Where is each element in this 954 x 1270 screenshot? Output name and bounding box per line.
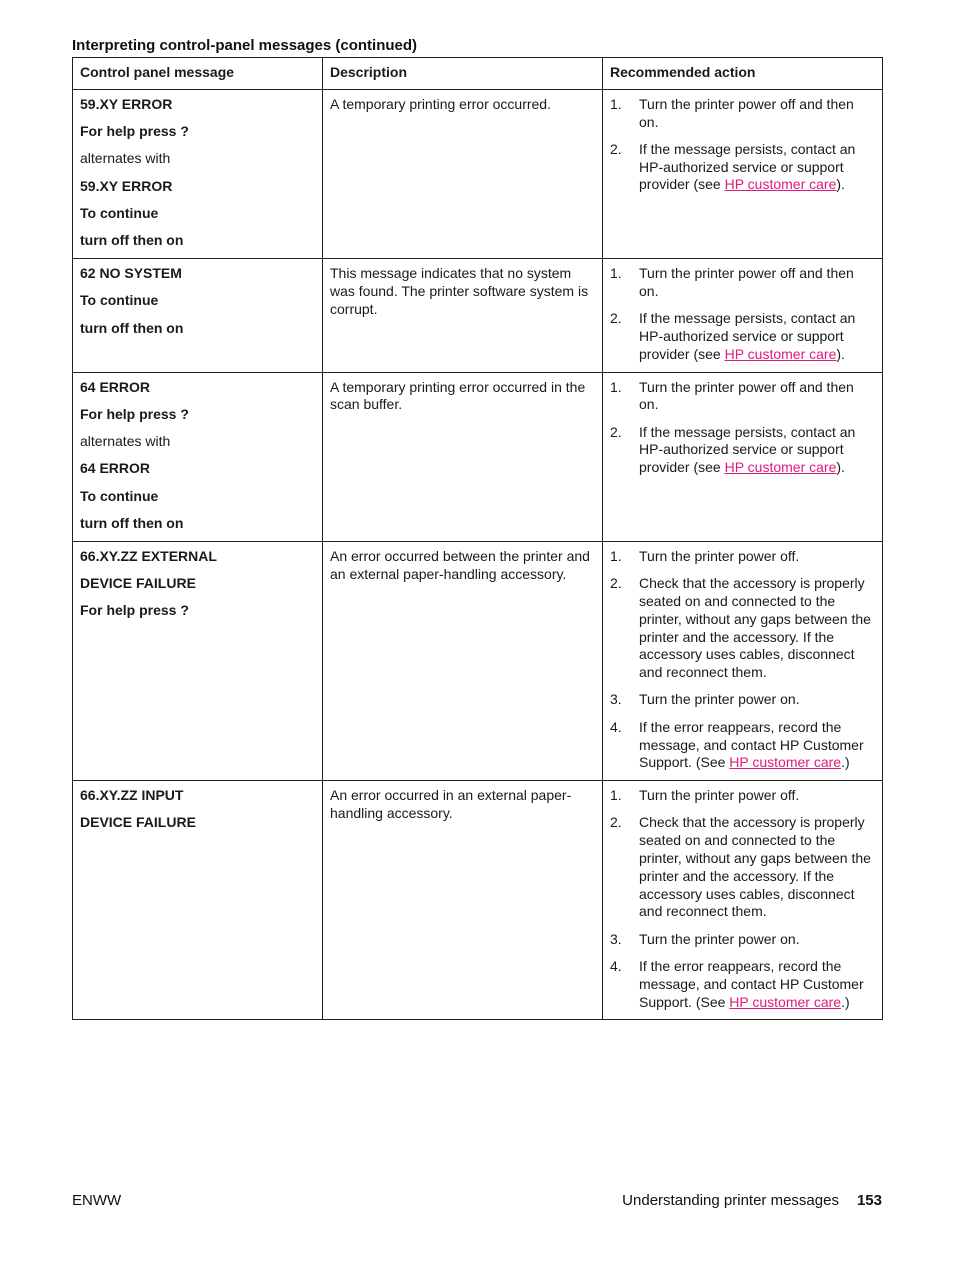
description-text: An error occurred in an external paper-handling accessory. xyxy=(330,787,572,821)
action-step xyxy=(610,379,875,415)
message-line: alternates with xyxy=(80,150,171,167)
description-cell xyxy=(323,541,603,780)
action-steps xyxy=(610,379,875,477)
message-line: turn off then on xyxy=(80,515,184,532)
step-number: 2. xyxy=(610,423,622,440)
message-line: turn off then on xyxy=(80,319,184,336)
action-step xyxy=(610,96,875,132)
step-text: Turn the printer power off. xyxy=(639,547,800,564)
step-text-end: ). xyxy=(836,345,845,362)
step-text: Turn the printer power on. xyxy=(639,930,800,947)
step-text: Check that the accessory is properly seated on and connected to the printer, without any gaps between the printer and the accessory. If the accessory uses cables, disconnect and reconnect them. xyxy=(639,814,871,920)
hp-customer-care-link[interactable]: HP customer care xyxy=(729,754,842,771)
action-step xyxy=(610,424,875,477)
step-number: 1. xyxy=(610,265,622,282)
hp-customer-care-link[interactable]: HP customer care xyxy=(724,176,837,193)
hp-customer-care-link[interactable]: HP customer care xyxy=(729,993,842,1010)
step-number: 1. xyxy=(610,95,622,112)
step-text-end: ). xyxy=(836,459,845,476)
page-number: 153 xyxy=(856,1192,882,1209)
message-line: 59.XY ERROR xyxy=(80,95,173,112)
message-cell xyxy=(73,372,323,541)
description-cell xyxy=(323,372,603,541)
message-line: For help press ? xyxy=(80,405,189,422)
message-line: 64 ERROR xyxy=(80,378,151,395)
action-steps xyxy=(610,548,875,772)
description-cell xyxy=(323,89,603,258)
step-text-end: .) xyxy=(841,754,850,771)
action-step xyxy=(610,691,875,709)
action-step xyxy=(610,931,875,949)
footer-right xyxy=(622,1192,882,1209)
description-cell xyxy=(323,259,603,372)
step-text: Turn the printer power off. xyxy=(639,787,800,804)
message-line: For help press ? xyxy=(80,602,189,619)
message-line: To continue xyxy=(80,487,159,504)
table-row xyxy=(73,781,883,1020)
message-line: alternates with xyxy=(80,433,171,450)
step-number: 4. xyxy=(610,957,622,974)
header-control-panel-message: Control panel message xyxy=(73,58,323,90)
action-step xyxy=(610,719,875,772)
step-number: 3. xyxy=(610,691,622,708)
action-steps xyxy=(610,96,875,194)
action-steps xyxy=(610,265,875,363)
step-number: 1. xyxy=(610,547,622,564)
step-text: If the error reappears, record the message, and contact HP Customer Support. (See xyxy=(639,957,864,1010)
step-text: Turn the printer power off and then on. xyxy=(639,95,854,130)
message-line: turn off then on xyxy=(80,232,184,249)
action-cell xyxy=(603,89,883,258)
message-line: DEVICE FAILURE xyxy=(80,575,196,592)
action-step xyxy=(610,958,875,1011)
table-row xyxy=(73,372,883,541)
table-header-row xyxy=(73,58,883,90)
description-text: A temporary printing error occurred in the scan buffer. xyxy=(330,378,586,413)
description-text: An error occurred between the printer and an external paper-handling accessory. xyxy=(330,547,590,582)
step-number: 2. xyxy=(610,814,622,831)
step-number: 2. xyxy=(610,575,622,592)
table-row xyxy=(73,259,883,372)
step-text: Turn the printer power on. xyxy=(639,691,800,708)
action-step xyxy=(610,814,875,921)
action-step xyxy=(610,265,875,301)
step-number: 1. xyxy=(610,378,622,395)
header-recommended-action: Recommended action xyxy=(603,58,883,90)
step-number: 1. xyxy=(610,787,622,804)
message-cell xyxy=(73,781,323,1020)
step-text: If the message persists, contact an HP-authorized service or support provider (see xyxy=(639,423,856,476)
hp-customer-care-link[interactable]: HP customer care xyxy=(724,345,837,362)
message-cell xyxy=(73,259,323,372)
message-line: For help press ? xyxy=(80,123,189,140)
description-cell xyxy=(323,781,603,1020)
step-number: 2. xyxy=(610,140,622,157)
action-steps xyxy=(610,787,875,1011)
message-line: To continue xyxy=(80,292,159,309)
step-text: Check that the accessory is properly seated on and connected to the printer, without any gaps between the printer and the accessory. If the accessory uses cables, disconnect and reconnect them. xyxy=(639,575,871,681)
description-text: This message indicates that no system was found. The printer software system is corrupt. xyxy=(330,265,589,317)
step-text-end: .) xyxy=(841,993,850,1010)
message-line: DEVICE FAILURE xyxy=(80,814,196,831)
message-line: 59.XY ERROR xyxy=(80,177,173,194)
message-line: 62 NO SYSTEM xyxy=(80,265,182,282)
step-text: Turn the printer power off and then on. xyxy=(639,265,854,299)
action-cell xyxy=(603,781,883,1020)
action-cell xyxy=(603,372,883,541)
action-cell xyxy=(603,259,883,372)
message-cell xyxy=(73,89,323,258)
message-cell xyxy=(73,541,323,780)
step-number: 3. xyxy=(610,930,622,947)
footer-section-title: Understanding printer messages xyxy=(622,1192,839,1209)
message-line: To continue xyxy=(80,204,159,221)
action-step xyxy=(610,787,875,805)
message-line: 66.XY.ZZ INPUT xyxy=(80,787,184,804)
step-text: If the error reappears, record the message, and contact HP Customer Support. (See xyxy=(639,718,864,771)
table-row xyxy=(73,541,883,780)
description-text: A temporary printing error occurred. xyxy=(330,95,551,112)
step-text-end: ). xyxy=(836,176,845,193)
footer-left: ENWW xyxy=(72,1192,122,1209)
message-line: 64 ERROR xyxy=(80,460,151,477)
step-text: If the message persists, contact an HP-authorized service or support provider (see xyxy=(639,310,856,362)
action-step xyxy=(610,575,875,682)
action-cell xyxy=(603,541,883,780)
action-step xyxy=(610,141,875,194)
table-caption: Interpreting control-panel messages (continued) xyxy=(72,37,418,54)
action-step xyxy=(610,310,875,363)
step-text: If the message persists, contact an HP-authorized service or support provider (see xyxy=(639,140,856,193)
header-description: Description xyxy=(323,58,603,90)
step-number: 2. xyxy=(610,310,622,327)
step-text: Turn the printer power off and then on. xyxy=(639,378,854,413)
action-step xyxy=(610,548,875,566)
message-line: 66.XY.ZZ EXTERNAL xyxy=(80,547,217,564)
hp-customer-care-link[interactable]: HP customer care xyxy=(724,459,837,476)
step-number: 4. xyxy=(610,718,622,735)
table-row xyxy=(73,89,883,258)
control-panel-messages-table xyxy=(72,57,883,1020)
